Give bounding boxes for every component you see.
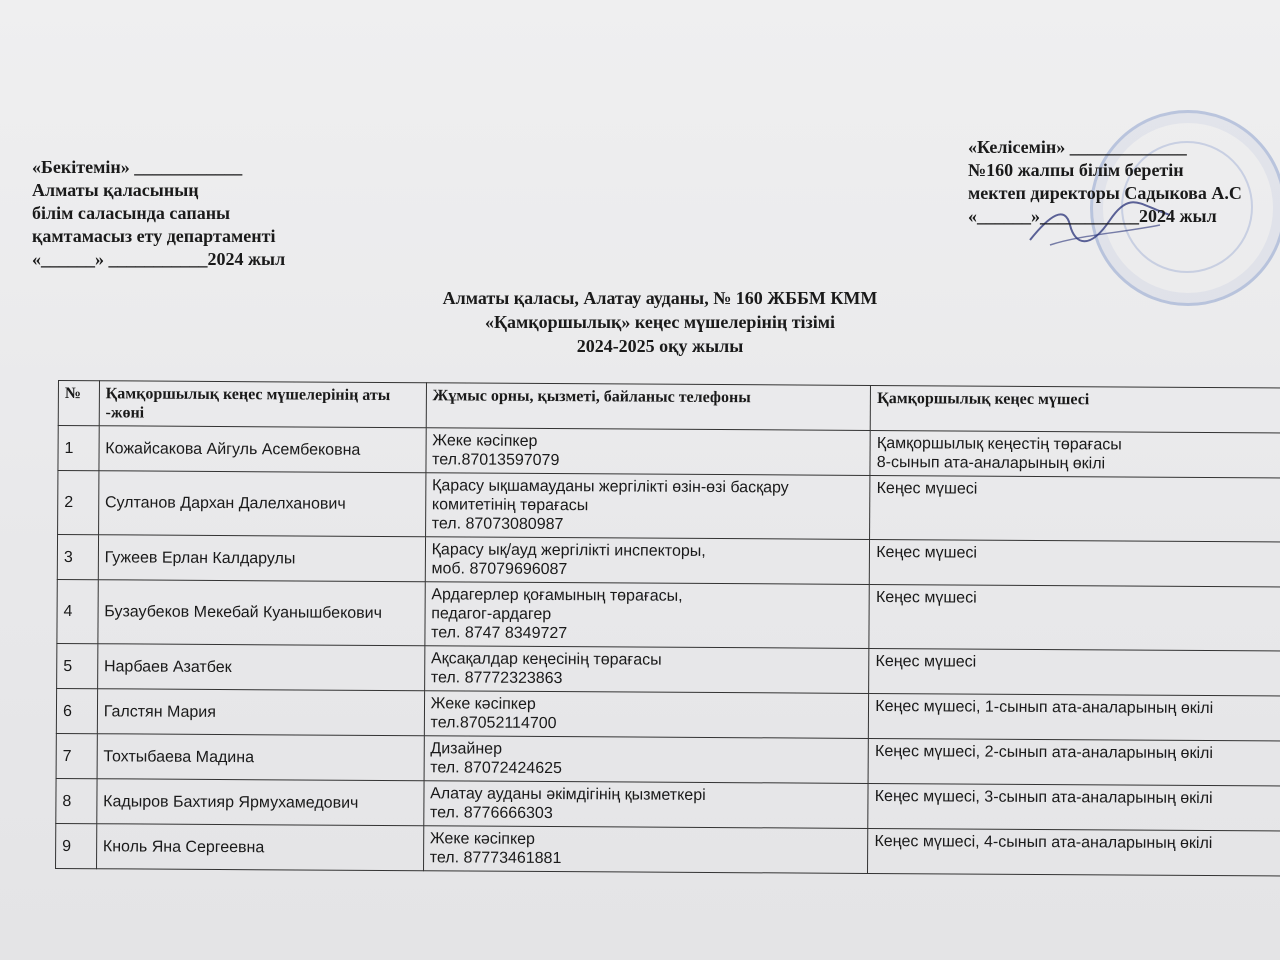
title-line: Алматы қаласы, Алатау ауданы, № 160 ЖББМ КММ	[442, 288, 878, 308]
row-num: 8	[56, 778, 97, 823]
role-line: Кеңес мүшесі	[876, 544, 977, 562]
member-name: Бузаубеков Мекебай Куанышбекович	[98, 580, 425, 646]
document-title	[300, 286, 1020, 358]
member-name: Гужеев Ерлан Калдарулы	[98, 535, 425, 582]
work-line: Ақсақалдар кеңесінің төрағасы	[430, 650, 662, 669]
table-row	[56, 733, 1280, 786]
approval-left-line: білім саласында сапаны	[32, 203, 231, 223]
title-line: 2024-2025 оқу жылы	[576, 336, 744, 356]
table-row	[57, 579, 1280, 651]
member-role	[868, 738, 1280, 786]
member-role	[868, 783, 1280, 831]
work-line: Жеке кәсіпкер	[432, 432, 538, 450]
work-line: тел. 8747 8349727	[431, 624, 568, 643]
member-name: Кноль Яна Сергеевна	[96, 824, 423, 871]
member-role	[870, 430, 1280, 478]
table-row	[57, 535, 1280, 588]
member-work	[423, 826, 868, 874]
approval-block-right	[968, 136, 1242, 228]
member-work	[423, 781, 868, 829]
member-work	[424, 646, 869, 694]
row-num: 2	[58, 471, 99, 535]
member-name: Кадыров Бахтияр Ярмухамедович	[97, 779, 424, 826]
work-line: тел. 8776666303	[429, 804, 553, 823]
work-line: тел.87013597079	[432, 451, 560, 470]
member-role	[869, 584, 1280, 651]
approval-left-line: қамтамасыз ету департаменті	[32, 226, 276, 246]
role-line: Кеңес мүшесі, 1-сынып ата-аналарының өкілі	[875, 697, 1214, 718]
work-line: Жеке кәсіпкер	[430, 695, 536, 713]
table-row	[58, 471, 1280, 543]
role-line: 8-сынып ата-аналарының өкілі	[876, 454, 1106, 473]
row-num: 7	[56, 733, 97, 778]
work-line: Қарасу ық/ауд жергілікті инспекторы,	[431, 541, 706, 560]
row-num: 4	[57, 579, 98, 643]
approval-right-line: «______»___________2024 жыл	[968, 206, 1217, 226]
row-num: 1	[58, 426, 99, 471]
work-line: Алатау ауданы әкімдігінің қызметкері	[430, 785, 706, 804]
approval-left-line: Алматы қаласының	[32, 180, 199, 200]
table-row	[56, 823, 1280, 876]
role-line: Кеңес мүшесі	[876, 480, 978, 498]
approval-left-line: «______» ___________2024 жыл	[32, 249, 286, 269]
member-work	[424, 736, 869, 784]
member-role	[868, 828, 1280, 876]
member-role	[870, 475, 1280, 542]
member-name: Кожайсакова Айгуль Асембековна	[99, 426, 426, 473]
work-line: тел.87052114700	[430, 714, 557, 733]
approval-left-line: «Бекітемін» ____________	[32, 157, 243, 177]
member-work	[425, 582, 870, 649]
work-line: тел. 87072424625	[430, 759, 562, 778]
role-line: Кеңес мүшесі, 4-сынып ата-аналарының өкілі	[874, 832, 1213, 853]
approval-right-line: «Келісемін» _____________	[968, 137, 1187, 157]
role-line: Кеңес мүшесі, 3-сынып ата-аналарының өкілі	[874, 787, 1213, 808]
header-name: Қамқоршылық кеңес мүшелерінің аты -жөні	[99, 381, 426, 428]
member-work	[425, 473, 870, 540]
row-num: 6	[56, 688, 97, 733]
member-role	[870, 539, 1280, 587]
work-line: тел. 87073080987	[431, 515, 564, 534]
title-line: «Қамқоршылық» кеңес мүшелерінің тізімі	[484, 312, 836, 332]
work-line: Дизайнер	[430, 740, 503, 758]
member-role	[869, 648, 1280, 696]
work-line: педагог-ардагер	[431, 605, 552, 624]
work-line: комитетінің төрағасы	[431, 496, 589, 515]
row-num: 3	[57, 535, 98, 580]
approval-right-line: №160 жалпы білім беретін	[968, 160, 1184, 180]
table-header-row	[58, 381, 1280, 434]
header-num: №	[58, 381, 99, 426]
table-row	[56, 688, 1280, 741]
table-row	[58, 426, 1280, 479]
member-name: Султанов Дархан Далелханович	[98, 471, 425, 537]
member-work	[426, 428, 871, 476]
approval-right-line: мектеп директоры Садыкова А.С	[968, 183, 1242, 203]
member-name: Тохтыбаева Мадина	[97, 734, 424, 781]
work-line: Ардагерлер қоғамының төрағасы,	[431, 586, 683, 605]
row-num: 9	[56, 823, 97, 868]
role-line: Кеңес мүшесі	[875, 652, 977, 671]
work-line: Қарасу ықшамауданы жергілікті өзін-өзі басқару	[431, 477, 789, 497]
approval-block-left	[32, 156, 285, 271]
role-line: Қамқоршылық кеңестің төрағасы	[876, 435, 1122, 454]
members-table	[55, 380, 1280, 877]
work-line: тел. 87772323863	[430, 669, 563, 688]
member-name: Галстян Мария	[97, 689, 424, 736]
work-line: Жеке кәсіпкер	[429, 830, 536, 848]
role-line: Кеңес мүшесі	[875, 589, 977, 607]
table-row	[57, 643, 1280, 696]
work-line: тел. 87773461881	[429, 849, 562, 868]
table-row	[56, 778, 1280, 831]
member-role	[869, 693, 1280, 741]
member-work	[425, 537, 870, 585]
header-work: Жұмыс орны, қызметі, байланыс телефоны	[426, 383, 871, 431]
member-work	[424, 691, 869, 739]
work-line: моб. 87079696087	[431, 560, 568, 579]
row-num: 5	[57, 643, 98, 688]
role-line: Кеңес мүшесі, 2-сынып ата-аналарының өкілі	[874, 742, 1213, 763]
member-name: Нарбаев Азатбек	[97, 644, 424, 691]
header-role: Қамқоршылық кеңес мүшесі	[870, 385, 1280, 433]
